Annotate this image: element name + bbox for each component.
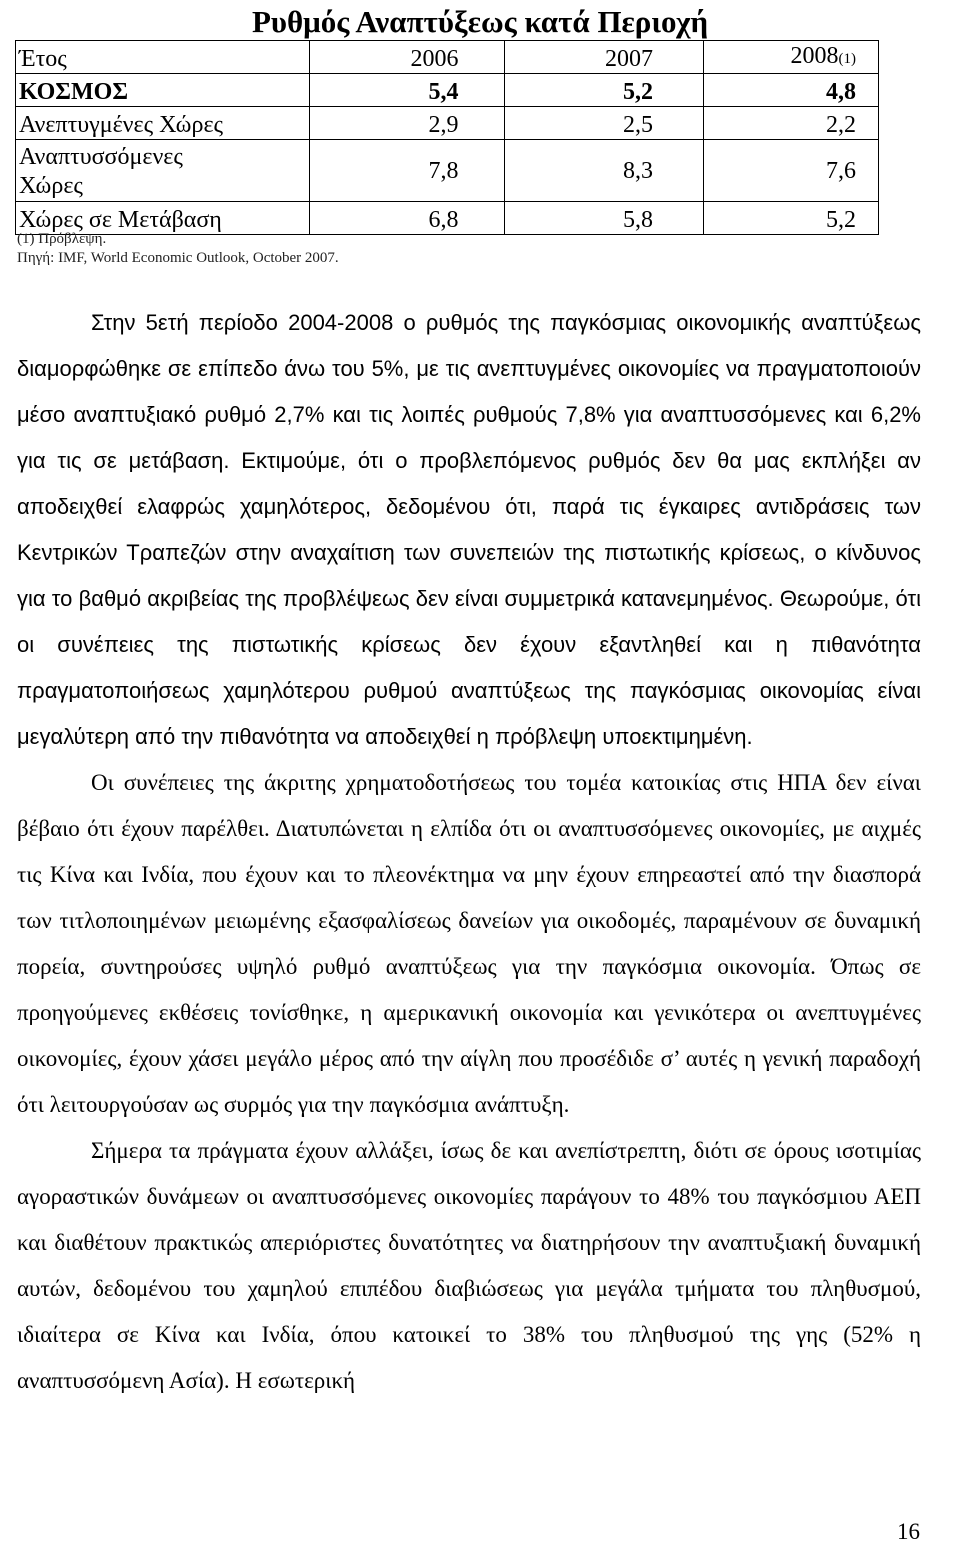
table-header-label: Έτος (16, 41, 310, 74)
cell-2008: 2,2 (703, 107, 878, 140)
table-row (16, 140, 879, 202)
page-title: Ρυθμός Αναπτύξεως κατά Περιοχή (251, 4, 709, 39)
forecast-note: (1) Πρόβλεψη. (17, 231, 107, 247)
row-label: Ανεπτυγμένες Χώρες (16, 107, 310, 140)
table-header-2008-year: 2008 (790, 43, 839, 69)
cell-2007: 8,3 (504, 140, 703, 202)
cell-2007: 2,5 (504, 107, 703, 140)
table-header-row (16, 41, 879, 74)
row-label-line: Χώρες (19, 173, 83, 199)
row-label: Χώρες σε Μετάβαση (16, 202, 310, 235)
cell-2008: 5,2 (703, 202, 878, 235)
page-number: 16 (897, 1519, 920, 1544)
table-header-2008 (703, 41, 878, 74)
row-label (16, 140, 310, 202)
row-label-line: Αναπτυσσόμενες (19, 144, 183, 170)
cell-2008: 7,6 (703, 140, 878, 202)
table-row (16, 74, 879, 107)
cell-2007: 5,2 (504, 74, 703, 107)
cell-2006: 2,9 (310, 107, 504, 140)
row-label: ΚΟΣΜΟΣ (16, 74, 310, 107)
paragraph: Σήμερα τα πράγματα έχουν αλλάξει, ίσως δε και ανεπίστρεπτη, διότι σε όρους ισοτιμίας αγοραστικών δυνάμεων οι αναπτυσσόμενες οικονομίες παράγουν το 48% του παγκόσμιου ΑΕΠ και διαθέτουν πρακτικώς απεριόριστες δυνατότητες να διατηρήσουν την αναπτυξιακή δυναμική αυτών, δεδομένου του χαμηλού επιπέδου διαβιώσεως για μεγάλα τμήματα του πληθυσμού, ιδιαίτερα σε Κίνα και Ινδία, όπου κατοικεί το 38% του πληθυσμού της γης (52% η αναπτυσσόμενη Ασία). Η εσωτερική (17, 1138, 921, 1393)
body-text (17, 300, 921, 1404)
cell-2008: 4,8 (703, 74, 878, 107)
cell-2006: 6,8 (310, 202, 504, 235)
cell-2007: 5,8 (504, 202, 703, 235)
source-note: Πηγή: IMF, World Economic Outlook, October 2007. (17, 250, 339, 266)
growth-rate-table (15, 40, 879, 235)
table-header-2007: 2007 (504, 41, 703, 74)
table-notes (17, 230, 339, 268)
table-row (16, 107, 879, 140)
paragraph: Στην 5ετή περίοδο 2004-2008 ο ρυθμός της παγκόσμιας οικονομικής αναπτύξεως διαμορφώθηκε σε επίπεδο άνω του 5%, με τις ανεπτυγμένες οικονομίες να πραγματοποιούν μέσο αναπτυξιακό ρυθμό 2,7% και τις λοιπές ρυθμούς 7,8% για αναπτυσσόμενες και 6,2% για τις σε μετάβαση. Εκτιμούμε, ότι ο προβλεπόμενος ρυθμός δεν θα μας εκπλήξει αν αποδειχθεί ελαφρώς χαμηλότερος, δεδομένου ότι, παρά τις έγκαιρες αντιδράσεις των Κεντρικών Τραπεζών στην αναχαίτιση των συνεπειών της πιστωτικής κρίσεως, ο κίνδυνος για το βαθμό ακριβείας της προβλέψεως δεν είναι συμμετρικά κατανεμημένος. Θεωρούμε, ότι οι συνέπειες της πιστωτικής κρίσεως δεν έχουν εξαντληθεί και η πιθανότητα πραγματοποιήσεως χαμηλότερου ρυθμού αναπτύξεως της παγκόσμιας οικονομίας είναι μεγαλύτερη από την πιθανότητα να αποδειχθεί η πρόβλεψη υποεκτιμημένη. (17, 310, 921, 749)
paragraph: Οι συνέπειες της άκριτης χρηματοδοτήσεως του τομέα κατοικίας στις ΗΠΑ δεν είναι βέβαιο ότι έχουν παρέλθει. Διατυπώνεται η ελπίδα ότι οι αναπτυσσόμενες οικονομίες, με αιχμές τις Κίνα και Ινδία, που έχουν και το πλεονέκτημα να μην έχουν επηρεαστεί από την διασπορά των τιτλοποιημένων μειωμένης εξασφαλίσεως δανείων για οικοδομές, παραμένουν σε δυναμική πορεία, συντηρούσες υψηλό ρυθμό αναπτύξεως για την παγκόσμια οικονομία. Όπως σε προηγούμενες εκθέσεις τονίσθηκε, η αμερικανική οικονομία και γενικότερα οι ανεπτυγμένες οικονομίες, έχουν χάσει μεγάλο μέρος από την αίγλη που προσέδιδε σ’ αυτές η γενική παραδοχή ότι λειτουργούσαν ως συρμός για την παγκόσμια ανάπτυξη. (17, 770, 921, 1117)
footnote-marker: (1) (838, 51, 856, 67)
cell-2006: 5,4 (310, 74, 504, 107)
cell-2006: 7,8 (310, 140, 504, 202)
table-header-2006: 2006 (310, 41, 504, 74)
